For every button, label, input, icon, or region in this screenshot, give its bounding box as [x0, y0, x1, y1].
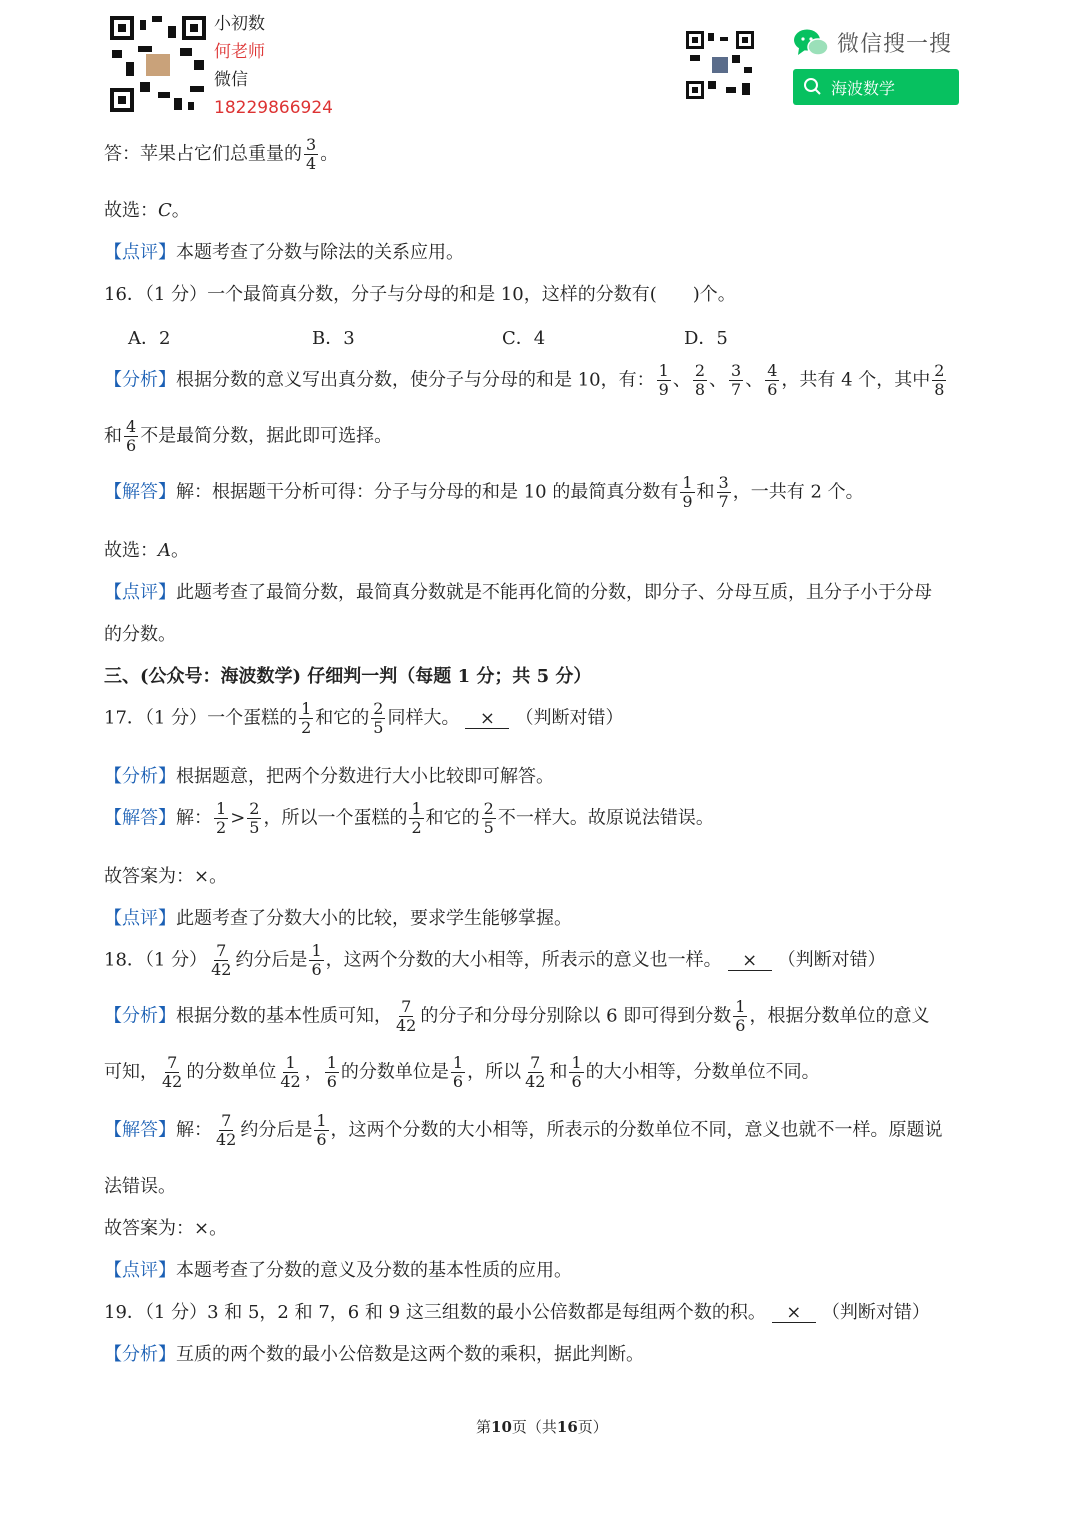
question-16: 16．（1 分）一个最简真分数，分子与分母的和是 10，这样的分数有( )个。 — [104, 284, 736, 305]
q16-option-c: C．4 — [502, 328, 546, 349]
text-segment: 、 — [745, 369, 764, 391]
fraction — [247, 800, 261, 837]
denominator: 42 — [525, 1072, 546, 1091]
fraction — [693, 362, 707, 399]
page-footer — [476, 1416, 608, 1437]
numerator: 1 — [316, 1111, 327, 1130]
text-segment: ，所以 — [467, 1061, 522, 1083]
comment-16-line2: 的分数。 — [104, 624, 176, 645]
denominator: 42 — [162, 1072, 183, 1091]
fraction — [304, 136, 318, 173]
text-segment: 的分子和分母分别除以 6 即可得到分数 — [420, 1005, 732, 1027]
q16-option-d: D．5 — [684, 328, 728, 349]
denominator: 6 — [316, 1130, 327, 1149]
fraction — [717, 474, 731, 511]
fraction — [314, 1112, 328, 1149]
numerator: 1 — [735, 997, 746, 1016]
conclusion-18: 故答案为：×。 — [104, 1218, 228, 1239]
denominator: 2 — [301, 718, 312, 737]
analysis-18-line2 — [104, 1054, 820, 1091]
text-segment: ，根据分数单位的意义 — [749, 1005, 930, 1027]
note-line-3: 微信 — [214, 70, 248, 90]
numerator: 1 — [658, 361, 669, 380]
text-segment: 解：根据题干分析可得：分子与分母的和是 10 的最简真分数有 — [176, 481, 679, 503]
numerator: 1 — [571, 1053, 582, 1072]
question-17 — [104, 700, 623, 737]
text-segment: 本题考查了分数与除法的关系应用。 — [176, 242, 464, 263]
solution-tag: 【解答】 — [104, 481, 176, 503]
question-18 — [104, 942, 886, 979]
denominator: 6 — [452, 1072, 464, 1091]
denominator: 5 — [373, 718, 384, 737]
fraction — [657, 362, 671, 399]
denominator: 7 — [731, 380, 742, 399]
comment-16-line1 — [104, 578, 932, 604]
line-choice-c — [104, 196, 190, 222]
fraction — [409, 800, 423, 837]
solution-tag: 【解答】 — [104, 1119, 176, 1141]
note-line-1: 小初数 — [214, 14, 265, 34]
text-segment: 可知， — [104, 1061, 158, 1083]
analysis-17 — [104, 762, 554, 788]
text-segment: 。 — [320, 143, 339, 165]
denominator: 42 — [216, 1130, 237, 1149]
denominator: 5 — [483, 818, 494, 837]
text-segment: 页（共 — [511, 1418, 557, 1436]
wechat-search-logo — [793, 27, 952, 58]
denominator: 8 — [934, 380, 945, 399]
line-answer-apple — [104, 136, 338, 173]
text-segment: ，这两个分数的大小相等，所表示的分数单位不同，意义也就不一样。原题说 — [330, 1119, 943, 1141]
comment-tag: 【点评】 — [104, 582, 176, 603]
answer-blank: × — [728, 952, 772, 971]
text-segment: C — [158, 200, 172, 221]
numerator: 1 — [452, 1053, 464, 1072]
fraction — [278, 1054, 302, 1091]
fraction — [209, 942, 233, 979]
note-line-2: 何老师 — [214, 42, 265, 62]
denominator: 8 — [694, 380, 705, 399]
text-segment: 不是最简分数，据此即可选择。 — [140, 425, 393, 447]
text-segment: 本题考查了分数的意义及分数的基本性质的应用。 — [176, 1260, 572, 1281]
section-3-heading: 三、(公众号：海波数学) 仔细判一判（每题 1 分；共 5 分） — [104, 666, 592, 687]
analysis-19 — [104, 1340, 644, 1366]
text-segment: 此题考查了分数大小的比较，要求学生能够掌握。 — [176, 908, 572, 929]
fraction — [765, 362, 779, 399]
numerator: 7 — [216, 941, 227, 960]
comment-tag: 【点评】 — [104, 1260, 176, 1281]
solution-16 — [104, 474, 864, 511]
solution-tag: 【解答】 — [104, 807, 176, 829]
analysis-tag: 【分析】 — [104, 1344, 176, 1365]
q16-option-b: B．3 — [312, 328, 355, 349]
text-segment: 第 — [476, 1418, 492, 1436]
text-segment: 故选： — [104, 200, 158, 221]
fraction — [394, 998, 418, 1035]
text-segment: 、 — [709, 369, 727, 391]
denominator: 6 — [767, 380, 778, 399]
q16-option-a: A．2 — [128, 328, 171, 349]
fraction — [160, 1054, 184, 1091]
text-segment: 和它的 — [425, 807, 480, 829]
text-segment: （判断对错） — [777, 949, 886, 971]
denominator: 42 — [211, 960, 232, 979]
denominator: 4 — [306, 154, 317, 173]
numerator: 2 — [249, 799, 260, 818]
text-segment: 的大小相等，分数单位不同。 — [585, 1061, 820, 1083]
qr-code-right — [686, 31, 754, 99]
text-segment: ，这两个分数的大小相等，所表示的意义也一样。 — [325, 949, 722, 971]
denominator: 6 — [326, 1072, 337, 1091]
numerator: 2 — [694, 361, 705, 380]
page-number: 10 — [491, 1418, 512, 1436]
solution-18-line1 — [104, 1112, 943, 1149]
denominator: 42 — [396, 1016, 417, 1035]
fraction — [309, 942, 323, 979]
answer-blank: × — [465, 710, 509, 729]
fraction — [214, 800, 228, 837]
text-segment: 。 — [171, 540, 189, 561]
text-segment: ， — [304, 1061, 323, 1083]
denominator: 9 — [682, 492, 693, 511]
text-segment: 同样大。 — [387, 707, 460, 729]
text-segment: 此题考查了最简分数，最简真分数就是不能再化简的分数，即分子、分母互质，且分子小于分母 — [176, 582, 932, 603]
text-segment: 页） — [577, 1418, 608, 1436]
numerator: 1 — [682, 473, 693, 492]
numerator: 1 — [326, 1053, 337, 1072]
qr-code-left — [110, 16, 206, 112]
fraction — [482, 800, 496, 837]
numerator: 7 — [221, 1111, 232, 1130]
text-segment: 根据分数的基本性质可知， — [176, 1005, 392, 1027]
denominator: 6 — [311, 960, 322, 979]
analysis-tag: 【分析】 — [104, 1005, 176, 1027]
text-segment: 、 — [672, 369, 691, 391]
numerator: 7 — [167, 1053, 178, 1072]
text-segment: 的分数单位是 — [340, 1061, 449, 1083]
numerator: 3 — [731, 361, 742, 380]
text-segment: A — [158, 540, 171, 561]
wechat-search-label: 微信搜一搜 — [837, 32, 953, 57]
solution-17 — [104, 800, 714, 837]
text-segment: 18．（1 分） — [104, 949, 208, 971]
text-segment: 和 — [696, 481, 715, 503]
text-segment: 。 — [171, 200, 190, 221]
numerator: 3 — [306, 135, 317, 154]
fraction — [523, 1054, 547, 1091]
text-segment: 和 — [549, 1061, 568, 1083]
text-segment: 根据题意，把两个分数进行大小比较即可解答。 — [176, 766, 554, 787]
numerator: 1 — [301, 699, 312, 718]
denominator: 6 — [735, 1016, 746, 1035]
conclusion-17: 故答案为：×。 — [104, 866, 228, 887]
fraction — [299, 700, 313, 737]
fraction — [733, 998, 747, 1035]
text-segment: 故选： — [104, 540, 158, 561]
numerator: 3 — [718, 473, 729, 492]
denominator: 9 — [658, 380, 669, 399]
numerator: 1 — [216, 799, 227, 818]
fraction — [371, 700, 385, 737]
analysis-tag: 【分析】 — [104, 369, 176, 391]
denominator: 2 — [411, 818, 422, 837]
numerator: 1 — [285, 1053, 296, 1072]
fraction — [214, 1112, 238, 1149]
fraction — [569, 1054, 583, 1091]
fraction — [325, 1054, 339, 1091]
numerator: 1 — [411, 799, 422, 818]
numerator: 4 — [126, 417, 137, 436]
text-segment: ，所以一个蛋糕的 — [263, 807, 408, 829]
numerator: 4 — [767, 361, 778, 380]
note-line-4: 18229866924 — [214, 98, 333, 118]
question-19 — [104, 1298, 930, 1324]
text-segment: （判断对错） — [821, 1302, 930, 1323]
denominator: 5 — [249, 818, 260, 837]
text-segment: 的分数单位 — [186, 1061, 277, 1083]
analysis-tag: 【分析】 — [104, 766, 176, 787]
text-segment: 17．（1 分）一个蛋糕的 — [104, 707, 298, 729]
text-segment: 约分后是 — [235, 949, 308, 971]
fraction — [680, 474, 694, 511]
text-segment: 根据分数的意义写出真分数，使分子与分母的和是 10，有： — [176, 369, 655, 391]
numerator: 2 — [373, 699, 384, 718]
wechat-icon — [793, 28, 829, 58]
fraction — [451, 1054, 465, 1091]
numerator: 2 — [934, 361, 945, 380]
text-segment: 答：苹果占它们总重量的 — [104, 143, 302, 165]
text-segment: ，共有 4 个，其中 — [781, 369, 931, 391]
solution-18-line2: 法错误。 — [104, 1176, 176, 1197]
choice-16 — [104, 536, 189, 562]
comment-17 — [104, 904, 572, 930]
analysis-16-line2 — [104, 418, 392, 455]
denominator: 7 — [718, 492, 729, 511]
search-button-label: 海波数学 — [831, 78, 896, 98]
line-comment-15 — [104, 238, 464, 264]
fraction — [729, 362, 743, 399]
fraction — [124, 418, 138, 455]
comment-tag: 【点评】 — [104, 908, 176, 929]
denominator: 6 — [571, 1072, 582, 1091]
text-segment: > — [230, 807, 246, 829]
fraction — [932, 362, 946, 399]
text-segment: 不一样大。故原说法错误。 — [497, 807, 714, 829]
text-segment: 19．（1 分）3 和 5，2 和 7，6 和 9 这三组数的最小公倍数都是每组两个数的积。 — [104, 1302, 766, 1323]
numerator: 1 — [311, 941, 322, 960]
comment-18 — [104, 1256, 572, 1282]
numerator: 2 — [483, 799, 494, 818]
numerator: 7 — [401, 997, 412, 1016]
text-segment: 解： — [176, 807, 212, 829]
numerator: 7 — [530, 1053, 541, 1072]
denominator: 6 — [126, 436, 137, 455]
text-segment: ，一共有 2 个。 — [732, 481, 864, 503]
page-total: 16 — [556, 1418, 578, 1436]
text-segment: 约分后是 — [240, 1119, 313, 1141]
search-button[interactable] — [793, 69, 959, 105]
analysis-18-line1 — [104, 998, 929, 1035]
denominator: 2 — [216, 818, 227, 837]
text-segment: 解： — [176, 1119, 212, 1141]
contact-note — [214, 10, 333, 122]
denominator: 42 — [280, 1072, 301, 1091]
text-segment: （判断对错） — [515, 707, 624, 729]
text-segment: 和它的 — [315, 707, 370, 729]
answer-blank: × — [772, 1304, 816, 1323]
search-icon — [803, 77, 823, 97]
text-segment: 和 — [104, 425, 122, 447]
analysis-16-line1 — [104, 362, 948, 399]
comment-tag: 【点评】 — [104, 242, 176, 263]
text-segment: 互质的两个数的最小公倍数是这两个数的乘积，据此判断。 — [176, 1344, 644, 1365]
